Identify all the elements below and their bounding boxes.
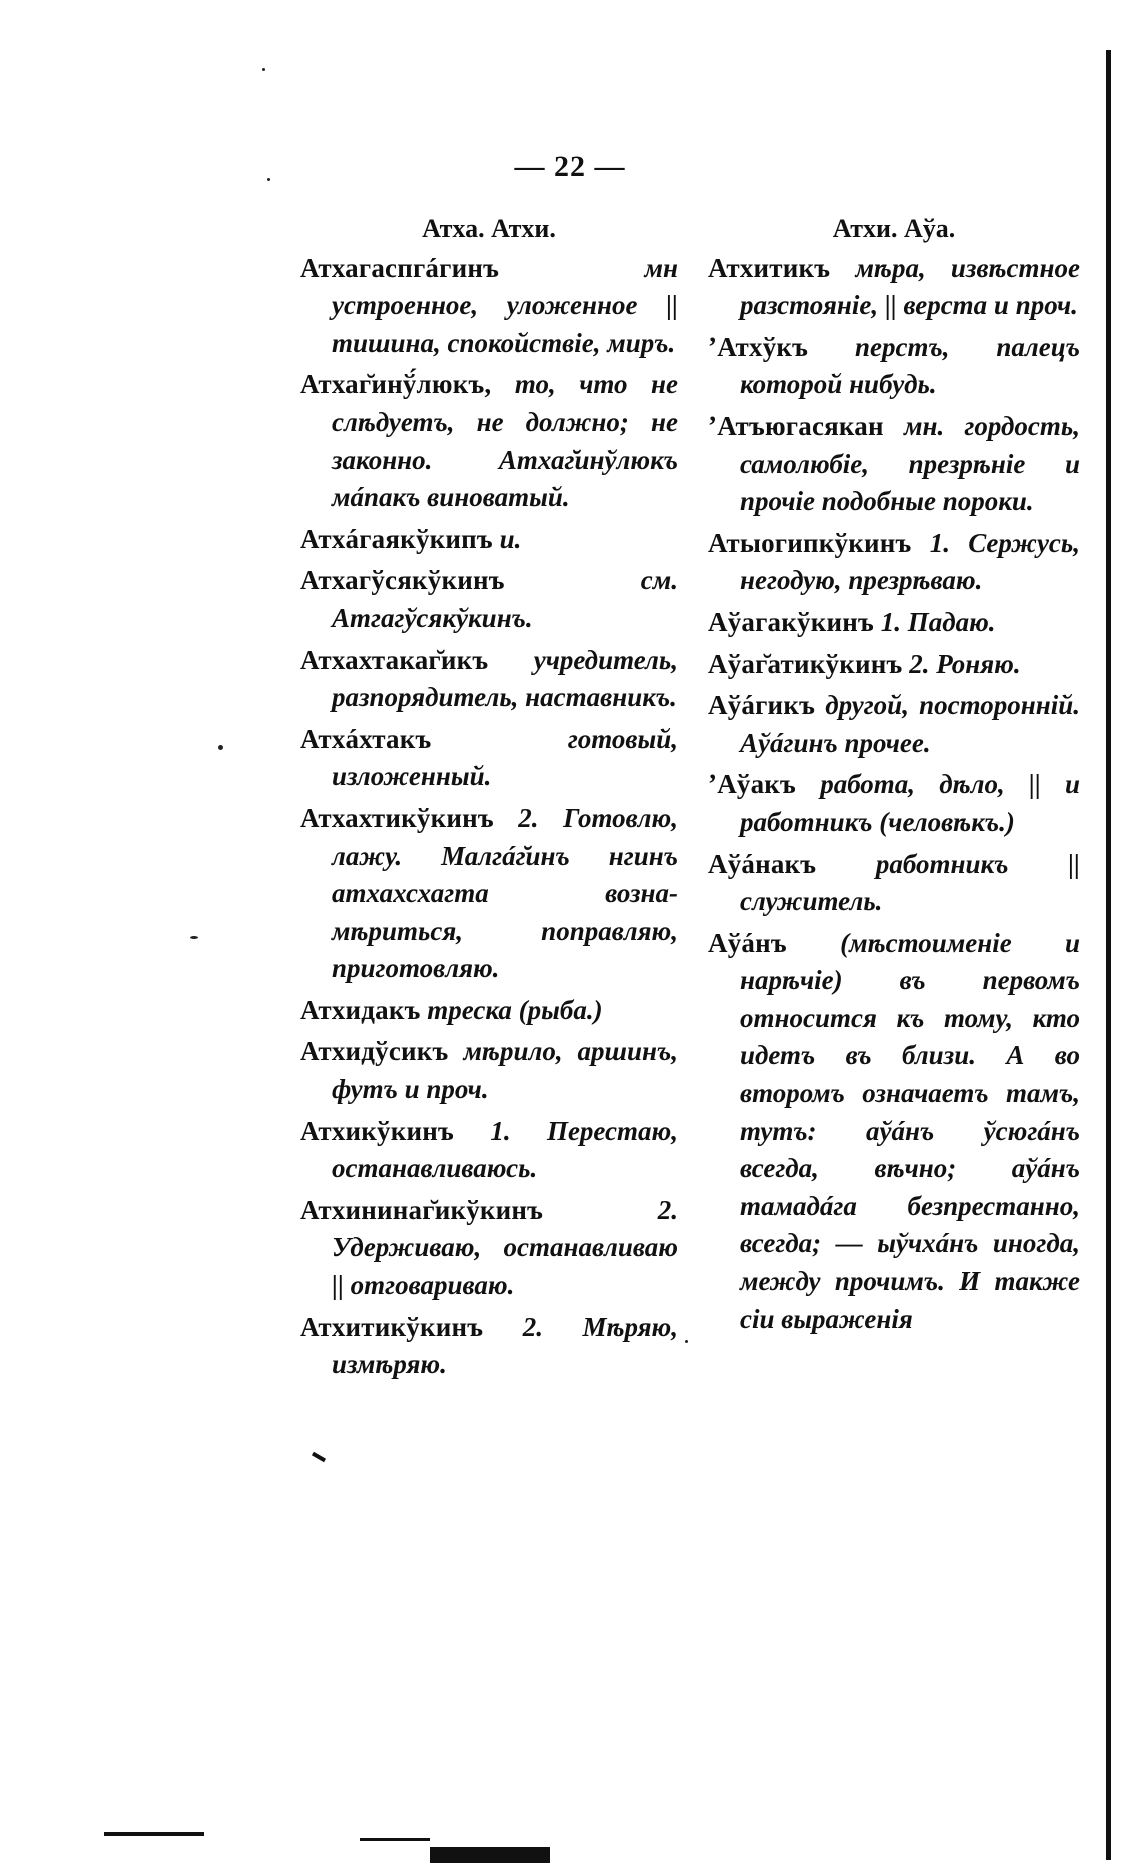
entry-headword: Аўáнакъ	[708, 848, 817, 879]
left-entry-list	[300, 250, 678, 1384]
entry-headword: ʼАтъюгасякан	[708, 410, 884, 441]
page-number: — 22 —	[514, 150, 626, 183]
dictionary-entry	[300, 521, 678, 559]
entry-headword: Аўаг̆атикўкинъ	[708, 648, 903, 679]
entry-definition: 1. Падаю.	[880, 606, 996, 637]
scan-mark	[104, 1832, 204, 1836]
entry-headword: Атхахтикўкинъ	[300, 802, 494, 833]
scan-speck	[190, 936, 198, 939]
right-column	[708, 210, 1080, 1342]
entry-definition: учредитель, разпорядитель, наставникъ.	[332, 644, 678, 713]
dictionary-entry	[300, 642, 678, 717]
entry-headword: Атхахтакаг̆икъ	[300, 644, 489, 675]
left-column-header: Атха. Атхи.	[422, 214, 556, 243]
scan-speck	[218, 745, 223, 750]
dictionary-entry	[708, 646, 1080, 684]
dictionary-entry	[708, 766, 1080, 841]
dictionary-entry	[708, 846, 1080, 921]
entry-definition: 2. Мѣряю, измѣряю.	[332, 1311, 679, 1380]
dictionary-entry	[708, 408, 1080, 521]
entry-headword: Атхáгаякўкипъ	[300, 523, 493, 554]
dictionary-entry	[300, 1192, 678, 1305]
entry-definition: мн. гордость, самолюбiе, презрѣнiе и прочiе подобные пороки.	[740, 410, 1080, 517]
entry-headword: Атхаг̆инў́люкъ,	[300, 369, 492, 400]
dictionary-entry	[300, 721, 678, 796]
entry-definition: (мѣстоименiе и нарѣчiе) въ первомъ относится къ тому, кто идетъ въ близи. А во второмъ означаетъ тамъ, тутъ: аўáнъ ўсюгáнъ всегда, вѣчно; аўáнъ тамадáга безпрестанно, всегда; — ыўчхáнъ иногда, между прочимъ. И также сiи выраженiя	[740, 927, 1080, 1334]
entry-headword: Атхагаспгáгинъ	[300, 252, 500, 283]
entry-definition: работникъ || служитель.	[740, 848, 1080, 917]
entry-headword: Аўáнъ	[708, 927, 787, 958]
scan-smudge	[312, 1452, 326, 1462]
dictionary-entry	[300, 1113, 678, 1188]
entry-headword: Атхикўкинъ	[300, 1115, 454, 1146]
entry-definition: 1. Сержусь, негодую, презрѣваю.	[740, 527, 1080, 596]
entry-headword: Атхитикъ	[708, 252, 831, 283]
entry-definition: 2. Роняю.	[909, 648, 1021, 679]
entry-definition: см. Атгагўсякўкинъ.	[332, 565, 678, 633]
entry-definition: другой, посторонній. Аўáгинъ прочее.	[740, 690, 1080, 758]
dictionary-entry	[708, 329, 1080, 404]
entry-headword: Атхидакъ	[300, 994, 421, 1025]
entry-headword: Атхагўсякўкинъ	[300, 565, 505, 596]
entry-headword: ʼАтхўкъ	[708, 331, 809, 362]
dictionary-entry	[300, 1033, 678, 1108]
dictionary-entry	[300, 1309, 678, 1384]
scan-smudge	[360, 1838, 430, 1841]
scan-smudge	[430, 1847, 550, 1863]
left-column	[300, 210, 678, 1388]
entry-definition: готовый, изложенный.	[332, 723, 678, 792]
dictionary-entry	[708, 525, 1080, 600]
entry-headword: Атхининаг̆икўкинъ	[300, 1194, 544, 1225]
entry-definition: 1. Перестаю, останавливаюсь.	[332, 1115, 679, 1184]
entry-definition: 2. Удерживаю, останавливаю || отговариваю.	[332, 1194, 678, 1301]
entry-headword: Атхáхтакъ	[300, 723, 432, 754]
entry-definition: 2. Готовлю, лажу. Малгáг̆инъ нгинъ атхахсхагта возна-мѣриться, поправляю, приготовляю.	[332, 802, 678, 984]
entry-definition: перстъ, палецъ которой нибудь.	[740, 331, 1081, 400]
entry-headword: Атыогипкўкинъ	[708, 527, 912, 558]
entry-definition: мѣрило, аршинъ, футъ и проч.	[332, 1036, 678, 1105]
entry-headword: Аўáгикъ	[708, 690, 816, 721]
dictionary-entry	[300, 992, 678, 1030]
dictionary-entry	[708, 250, 1080, 325]
dictionary-entry	[300, 366, 678, 516]
entry-definition: мѣра, извѣстное разстоянiе, || верста и проч.	[740, 252, 1080, 321]
entry-definition: треска (рыба.)	[427, 994, 603, 1025]
scan-speck	[267, 178, 270, 181]
dictionary-entry	[708, 604, 1080, 642]
scan-speck	[262, 68, 265, 71]
right-column-header: Атхи. Аўа.	[832, 214, 956, 243]
dictionary-entry	[300, 562, 678, 637]
dictionary-entry	[300, 250, 678, 363]
entry-headword: Аўагакўкинъ	[708, 606, 874, 637]
entry-definition: и.	[499, 523, 522, 554]
dictionary-entry	[708, 925, 1080, 1339]
entry-definition: работа, дѣло, || и работникъ (человѣкъ.)	[740, 769, 1081, 837]
dictionary-entry	[300, 800, 678, 988]
entry-headword: Атхитикўкинъ	[300, 1311, 484, 1342]
entry-definition: мн устроенное, уложенное || тишина, спокойствiе, миръ.	[332, 252, 678, 358]
scan-speck	[685, 1340, 688, 1343]
page-edge-rule	[1106, 50, 1111, 1860]
dictionary-entry	[708, 687, 1080, 762]
entry-headword: Атхидўсикъ	[300, 1036, 449, 1067]
entry-definition: то, что не слѣдуетъ, не должно; не законно. Атхаг̆инўлюкъ мáпакъ виноватый.	[332, 369, 679, 513]
entry-headword: ʼАўакъ	[708, 769, 796, 800]
right-entry-list	[708, 250, 1080, 1339]
